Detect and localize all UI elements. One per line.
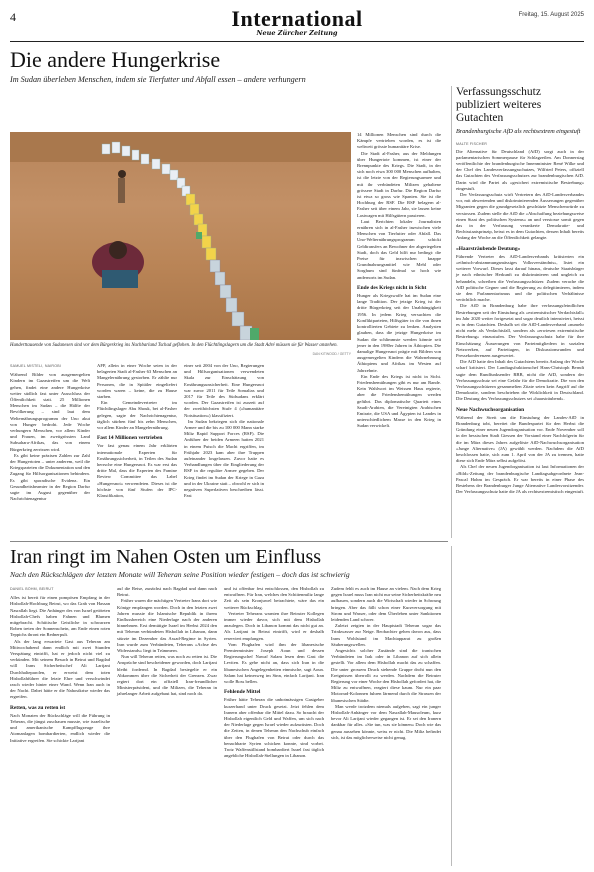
sidebar-dek: Brandenburgische AfD als rechtsextrem eingestuft — [456, 128, 581, 135]
paragraph: Früher waren die mächtigen Vertreter Irans dort wie Könige empfangen worden. Doch in den letzten zwei Jahren musste die Islamische Republik in ihrem Einflussbereich eine Niederlage nach der anderen hinnehmen. Erst demütigte Israel im Herbst 2024 den mit Teheran verbündeten Hisbollah in Libanon, dann stürzte im Dezember das Assad-Regime in Syrien. Iran wurde zum Verbündeten, Teherans «Achse des Widerstands» liegt in Trümmern. — [117, 598, 217, 654]
paragraph: Die AfD in Brandenburg habe ihre verfassungsfeindlichen Bestrebungen seit der Einstufung als «extremistischer Verdachtsfall» im Jahr 2020 weiter fortgesetzt und sogar deutlich intensiviert, heisst es in dem Gutachten. Deshalb sei die AfD-Landesverband «numehr nicht mehr als Verdachtsfall, sondern als «erwiesen extremistische Bestrebung» einzustufen. Der Verfassungsschutz habe für ihre Einschätzung Äusserungen von Parteimitgliedern in sozialen Netzwerken, auf Parteitagen, in Diskussionsrunden und Pressekonferenzen ausgewertet. — [456, 303, 584, 358]
column-divider — [451, 86, 452, 538]
photo-refugees-water — [10, 132, 351, 340]
photo-credit: DAN KITWOOD / GETTY — [312, 352, 351, 356]
article2-col3 — [224, 586, 324, 759]
caption-text: Hunderttausende von Sudanesen sind vor dem Bürgerkrieg ins Nachbarland Tschad geflohen. In den Flüchtlingslagern um die Stadt Adré müssen sie für Wasser anstehen. — [10, 343, 338, 348]
issue-date: Freitag, 15. August 2025 — [518, 12, 584, 18]
photo-caption — [10, 343, 351, 357]
subheading: Ende des Kriegs nicht in Sicht — [357, 284, 427, 291]
section-title: International — [231, 6, 363, 31]
subheading: Fast 14 Millionen vertrieben — [97, 435, 163, 442]
paragraph: Ein Gemeindevertreter im Flüchtlingslager Abu Shouk, bei al-Fasher gelegen, sagte der Nachrichtenagentur, täglich stürben fünf bis zehn Menschen, vor allem Kinder an Mangelernährung. — [97, 400, 177, 431]
column-divider — [451, 546, 452, 866]
paragraph: Hunger als Kriegswaffe hat im Sudan eine lange Tradition. Der jetzige Krieg ist der dritte Bürgerkrieg seit der Unabhängigkeit 1956. In jedem Krieg versuchten die Konfliktparteien, Hilfsgüter in die von ihnen kontrollierten Gebiete zu lenken. Analysten glauben, dass die jetzige Hungerkrise im Sudan die schlimmste werden könnte seit jener in den 1980er Jahren in Äthiopien. Die damalige Hungersnot prägte mit Bildern von ausgemergelten Kindern die Wahrnehmung Äthiopiens und Afrikas im Westen auf Jahrzehnte. — [357, 293, 441, 373]
dek: Im Sudan überleben Menschen, indem sie Tierfutter und Abfall essen – andere verhungern — [10, 75, 306, 84]
paper-name: Neue Zürcher Zeitung — [256, 29, 338, 37]
sidebar-article — [456, 86, 584, 495]
subheading: «Haarsträubende Deutung» — [456, 245, 521, 252]
paragraph: Im Sudan bekriegen sich die nationale Armee und die bis zu 100 000 Mann starke Miliz Rapid Support Forces (RSF). Die Anführer der beiden Armeen hatten 2021 in einem Putsch die Macht ergriffen, im Frühjahr 2023 kam aber ihre Truppen aufeinander losgelassen. Zuvor hatte es Verhandlungen über die Eingliederung der RSF in die reguläre Armee gegeben. Der Krieg findet im Sudan der Kriege in Gaza und in der Ukraine statt – obwohl er sich in negativen Superlativen beschreiben lässt. Fast — [184, 418, 264, 499]
paragraph: Während Bilder von ausgemergelten Kindern im Gazastreifen um die Welt gehen, findet eine andere Hungerkrise weiter südlich fast unter Ausschluss der Öffentlichkeit statt. 25 Millionen Menschen im Sudan – die Hälfte der Bevölkerung – sind laut dem Welternährungsprogramm der Uno akut von Hunger bedroht. Jede Woche verhungern Menschen, vor allem Kinder und Frauen, im zweitgrössten Land Subsahara-Afrikas, das von einem Bürgerkrieg zerrissen wird. — [10, 372, 90, 452]
article-iran — [10, 546, 448, 579]
article1-col4 — [357, 132, 441, 430]
paragraph: Angesichts solcher Zustände sind die iranischen Verbündeten im Irak oder in Libanon auf sich allein gestellt. Vor allem dem Hisbollah macht das zu schaffen. Die unter grossem Druck stehende Gruppe droht nun den Ereignissen überrollt zu werden. Nachdem die Beiruter Regierung vor einer Woche den Hisbollah gefordert hat, die Miliz zu entwaffnen, reagiert diese kaum. Nur ein paar Motorrad-Kolonnen fuhren lärmend durch die Strassen der libanesischen Städte. — [331, 648, 441, 703]
headline: Die andere Hungerkrise — [10, 47, 221, 72]
sidebar-byline: MALTE FISCHER — [456, 141, 488, 146]
paragraph: Die Stadt al-Fasher, aus der Meldungen über Hungertote kommen, ist einer der Brennpunkte des Kriegs. Die Stadt, in der sich noch etwa 300 000 Menschen aufhalten, ist die letzte von der Regierungsarmee und mit ihr verbündeten Milizen gehaltene grössere Stadt in Darfur. Die Region Darfur ist etwa so gross wie Spanien. Sie ist die Hochburg der RSF. Die RSF belagern al-Fasher seit über einem Jahr, sie lassen keine Lastwagen mit Hilfsgütern passieren. — [357, 150, 441, 218]
paragraph: Vor fast genau einem Jahr erklärten internationale Experten für Ernährungssicherheit, in Teilen des Sudan herrsche eine Hungersnot. Es war erst das dritte Mal, dass die Experten des Famine Review Committee das Label «Hungersnot» verwendeten. Dieses ist die höchste von fünf Stufen der IPC-Klassifikation, — [97, 443, 177, 499]
dek: Nach den Rückschlägen der letzten Monate will Teheran seine Position wieder festigen – doch das ist schwierig — [10, 570, 350, 579]
article-hunger — [10, 46, 448, 84]
paragraph: Zuletzt zeigten in der Hauptstadt Teheran sogar das Trinkwasser zur Neige. Beobachter gehen davon aus, dass Irans Wohlstand im Machtapparat zu großen Säuberungswellen. — [331, 623, 441, 647]
paragraph: Ein Ende des Kriegs ist nicht in Sicht. Friedensbemühungen gibt es nur am Rande. Kein Wahlwort im Weissen Haus regierte, aber die Friedensbemühungen werden geführt. Das diplomatische Quartett eines Saudi-Arabien, die Vereinigten Arabischen Emirate, die USA und Ägypten ist Landes in unterschiedlichem Masse in den Krieg in Sudan verwickelt. — [357, 373, 441, 429]
subheading: Retten, was zu retten ist — [10, 704, 66, 711]
paragraph: Nun will Teheran retten, was noch zu retten ist. Die Ansprüche sind bescheidener geworden, doch Larijani bleibt fordernd. In Bagdad besiegelte er ein Abkommen über die Sicherheit der Grenzen. Zwar regiert dort ein offiziell Iran-freundlicher Ministerpräsident, und die Milizen, die Teheran in jahrelanger Arbeit aufgebaut hat, sind noch da. — [117, 654, 218, 697]
subheading: Fehlende Mittel — [224, 689, 261, 696]
paragraph: einer seit 2004 von der Uno, Regierungen und Hilfsorganisationen verwendeten Skala zur Einschätzung von Ernährungsunsicherheit. Eine Hungersnot war zuvor 2011 für Teile Somalias und 2017 für Teile des Südsudans erklärt worden. Der Gazastreifen ist zurzeit auf der zweithöchsten Stufe 4 («humanitäre Notsituation») klassifiziert. — [184, 363, 264, 418]
article1-col3 — [184, 363, 264, 499]
masthead — [10, 6, 584, 40]
article1-col1 — [10, 363, 90, 502]
page-number: 4 — [10, 10, 16, 24]
byline: DANIEL BÖHM, BEIRUT — [10, 587, 54, 591]
paragraph: auf die Reise, zunächst nach Bagdad und dann nach Beirut. — [117, 586, 217, 598]
article1-col2 — [97, 363, 177, 499]
paragraph: Der Verfassungsschutz wirft Vertretern des AfD-Landesverbandes vor, mit abwertenden und diskriminierenden Äusserungen gegenüber Migranten gegen die grundgesetzlich geschützte Menschenwürde zu verstossen. Zudem stelle die AfD die «Abschaffung beziehungsweise einen Staat des politischen Systems» an und verstosse somit gegen das in der Verfassung verankerte Demokratie- und Rechtsstaatsprinzip, heisst es in dem Gutachten, dessen Inhalt bereits Anfang der Woche an die Öffentlichkeit gelangte. — [456, 191, 584, 241]
article2-col2 — [117, 586, 217, 698]
paragraph: Während der Streit um die Einstufung der Landes-AfD in Brandenburg tobt, bereitet die Bundespartei für den Herbst die Gründung einer neuen Jugendorganisation vor. Ende November soll in der hessischen Stadt Giessen der Vorstand einer Nachfolgerin für die im März dieses Jahres aufgelöste AfD-Nachwuchsorganisation «Junge Alternative» (JA) gewählt werden. Nachdem die AfD beschlossen hatte, sich zum 1. April von der JA zu trennen, hatte diese sich Ende März selbst aufgelöst. — [456, 414, 584, 464]
article2-col4 — [331, 586, 441, 741]
paragraph: Es gibt keine präzisen Zahlen zur Zahl der Hungertoten – unter anderem, weil die Kriegsparteien die Dokumentation und den Zugang für Hilfsorganisationen behindern. Es gibt sporadische Evidenz. Ein Gesundheitsbeamter in der Region Darfur sagte im August gegenüber der Nachrichtenagentur — [10, 452, 90, 502]
paragraph: Laut Berichten lokaler Journalisten ernähren sich in al-Fasher inzwischen viele Menschen von Tierfutter oder Abfall. Das Uno-Welternährungsprogramm schickt Geldtransfers an Bewohner der abgeriegelten Stadt, doch das Geld hilft nur bedingt: die Preise für inzwischen knappe Grundnahrungsmittel wie Mehl oder Sorghum sind fünfmal so hoch wie andernorts im Sudan. — [357, 218, 441, 280]
photo-illustration — [10, 132, 351, 340]
paragraph: Führende Vertreter des AfD-Landesverbands kritisierten ein «ethnisch-abstammungsmässiges Volksverständnis», listet ein weiterer Vorwurf. Dieses lasst darauf hinaus, deutsche Staatsbürger je nach ethnischer Herkunft zu diskriminieren und ungleich zu behandeln, schreiben die Verfassungsschützer. Zudem verache die AfD politische Gegner und die Regierung zu delegitimieren, indem sie den Parlamentarismus und die politischen Verhältnisse verächtlich mache. — [456, 253, 584, 303]
paragraph: Als der lang erwartete Gast aus Teheran am Mittwochabend dann endlich mit zwei Stunden Verspätung eintrifft, hat er jedoch nicht viel zu verkünden. Mit seinem Besuch in Beirut und Bagdad will Irans Sicherheitschef Ali Larijani Durchhalteparolen, er erweist dem toten Hisbollahführer die letzte Ehre und verschwindet rasch wieder hinter einer Wand. Wenn Iran auch in der Nacht. Dabei hätte er die Nahostkrise wieder das ergreifen. — [10, 638, 110, 700]
paragraph: Vom Flughafen wird ihm der libanesische Premierminister Joseph Aoun und dessen Regierungschef Nawaf Salam lesen dem Gast die Leviten. Es gehe nicht an, dass sich Iran in die libanesischen Angelegenheiten einmische, sagt Aoun. Salam hat keinesweg im Sinn, einfach Larijani. Iran wolle Boss bellen. — [224, 641, 324, 685]
paragraph: AFP, allein in einer Woche seien in der belagerten Stadt al-Fasher 63 Menschen an Mangelernährung gestorben. Er zählte nur Personen, die in Spitäler eingeliefert worden waren – keine, die zu Hause starben. — [97, 363, 177, 400]
article2-col1 — [10, 586, 110, 744]
paragraph: Früher hätte Teheran die unbotmässigen Gastgeber kurzerhand unter Druck gesetzt. Jetzt fehlen dem Iranern aber offenbar die Mittel dazu. So braucht der Hisbollah eigentlich Geld und Waffen, um sich nach der Niederlage gegen Israel wieder aufzurüsten. Doch die Zeiten, in denen Teheran den Nachschub einfach über den Flughafen von Beirut oder durch das benachbarte Syrien schicken konnte, sind vorbei. Trotz Waffenstillstand bombardiert Israel fast täglich angebliche Hisbollah-Stellungen in Libanon. — [224, 697, 324, 759]
paragraph: und ist offenbar fest entschlossen, den Hisbollah zu entwaffnen. Für Iran, welches den Schiitenmiliz lange Zeit als sein Kronjuwel betrachtete, wäre das ein weiterer Rückschlag. — [224, 586, 324, 610]
section-rule — [10, 541, 448, 542]
headline: Iran ringt im Nahen Osten um Einfluss — [10, 546, 322, 568]
byline: SAMUEL MISTELI, NAIROBI — [10, 364, 61, 368]
paragraph: Nach Monaten der Rückschläge will die Führung in Teheran, die jüngst zuschauen musste, wie israelische und amerikanische Kampfflugzeuge ihre Atomanlagen bombardierten, endlich wieder die Initiative ergreifen. Sie schickte Larijani — [10, 712, 110, 743]
paragraph: Alles ist bereit für einen pompösen Empfang in der Hisbollah-Hochburg Beirut, wo das Grab von Hassan Nasrallah liegt. Die Anhänger des von Israel getöteten Hisbollah-Chefs haben Fahnen und Blumen mitgebracht. Schiitische Geistliche in schwarzen Roben treten der Sonnenschein, am Ende einen roten Teppichs thront ein Rednerpult. — [10, 595, 110, 638]
masthead-rule — [10, 41, 584, 42]
paragraph: Die AfD hatte den Inhalt des Gutachtens bereits Anfang der Woche scharf kritisiert. Der Landtagsfraktionschef Hans-Christoph Berndt sagte dem Rundfunksender RBB, nicht die AfD, sondern der Verfassungsschutz sei eine Gefahr für die Demokratie. Die von den Verfassungsschützern gesammelten Zitate seien kein Angriff auf die Demokratie, sondern beschrieben die Wirklichkeit in Deutschland. Die Deutung des Verfassungsschutzes sei «haarsträubend». — [456, 359, 584, 402]
sidebar-body — [456, 149, 584, 496]
paragraph: 14 Millionen Menschen sind durch die Kämpfe vertrieben worden, es ist die weltweit grösste humanitäre Krise. — [357, 132, 441, 150]
paragraph: Als Chef der neuen Jugendorganisation ist laut Informationen der «Bild»-Zeitung der brandenburgische Landtagsabgeordnete Jean-Pascal Hohm im Gespräch. Er war bereits in einer Phase des Bestehens der Brandenburger Junge Alternative Landesvorsitzender. Der Verfassungsschutz hatte die JA als rechtsextremistisch eingestuft. — [456, 464, 584, 495]
paragraph: Man werde trotzdem niemals aufgeben, sagt ein junger Hisbollah-Anhänger vor dem Nasrallah-Mausoleum, kurz bevor Ali Larijani wieder gegangen ist. Er sei den Iranern dankbar für alles. «Sie tun, was sie können» Doch wie das genau aussehen könnte, weiss er nicht. Die Miliz befindet sich, ist das möglicherweise nicht genug. — [331, 703, 441, 740]
paragraph: Die Alternative für Deutschland (AfD) sorgt auch in der parlamentarischen Sommerpause für Schlagzeilen. Am Donnerstag veröffentlichte der brandenburgische Innenminister René Wilke und der Chef des Landesverfassungsschutzes, Wilfried Peters, offiziell das Gutachten des Verfassungsschutzes zur brandenburgischen AfD. Darin wird die Partei als «gesichert extremistische Bestrebung» eingestuft. — [456, 148, 584, 191]
subheading: Neue Nachwuchsorganisation — [456, 406, 525, 413]
paragraph: Vertreter Teherans warnten ihre Beiruter Kollegen immer wieder davor, sich mit dem Hisbollah anzulegen. Doch in Libanon kommt das nicht gut an. Als Larijani in Beirut eintrifft, wird er deshalb reserviert empfangen. — [224, 610, 324, 641]
sidebar-headline: Verfassungsschutz publiziert weiteres Gutachten — [456, 86, 542, 124]
paragraph: Zudem fehlt es auch im Hause an vielem. Nach dem Krieg gegen Israel muss Iran nicht nur seine Sicherheitskräfte neu aufbauen, sondern auch die Wirtschaft wieder in Schwung bringen. Aber das fällt schon einer Kurzversorgung mit Strom und Wasser, oder dem Überleben unter Sanktionen leidenden Land schwer. — [331, 586, 441, 623]
